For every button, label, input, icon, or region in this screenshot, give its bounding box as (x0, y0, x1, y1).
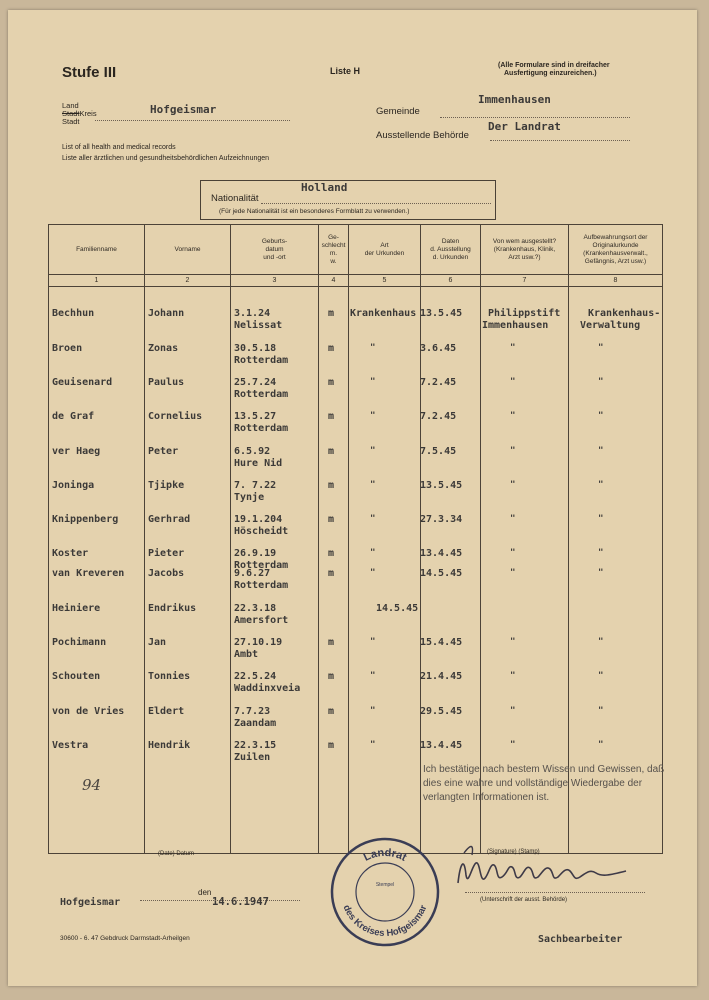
signature-label: (Signature) (Stamp) (487, 849, 540, 855)
cell-date: 13.4.45 (420, 740, 463, 751)
header-daten (421, 225, 481, 275)
cell-given: Tonnies (148, 671, 191, 682)
cell-place: Höscheidt (234, 526, 289, 537)
cell-given: Cornelius (148, 411, 203, 422)
cell-family: Bechhun (52, 308, 95, 319)
header-text: Aufbewahrungsort der Originalurkunde (Krankenhausverwalt., Gefängnis, Arzt usw.) (583, 233, 648, 265)
copies-note (498, 62, 610, 78)
cell-art: " (370, 480, 376, 490)
cell-by: " (510, 446, 516, 456)
english-title: List of all health and medical records (62, 144, 176, 151)
cell-kept: " (598, 343, 604, 353)
cell-kept: " (598, 411, 604, 421)
handwritten-signature (450, 835, 640, 895)
col-number: 2 (145, 275, 231, 287)
copies-note-line1: (Alle Formulare sind in dreifacher (498, 62, 610, 69)
cell-kept: " (598, 568, 604, 578)
cell-birth: 27.10.19 (234, 637, 283, 648)
header-text: Daten d. Ausstellung d. Urkunden (430, 237, 471, 261)
cell-by: " (510, 343, 516, 353)
stamp-top-text (362, 847, 409, 864)
cell-art: " (370, 671, 376, 681)
sachbearbeiter-label: Sachbearbeiter (538, 934, 623, 945)
cell-art: " (370, 568, 376, 578)
cell-birth: 22.3.15 (234, 740, 277, 751)
cell-art: " (370, 740, 376, 750)
cell-by: " (510, 548, 516, 558)
cell-kept: " (598, 377, 604, 387)
cell-birth: 3.1.24 (234, 308, 271, 319)
stamp-top-path: Landrat (361, 846, 409, 864)
cell-given: Gerhrad (148, 514, 191, 525)
cell-art: " (370, 637, 376, 647)
cell-date: 15.4.45 (420, 637, 463, 648)
cell-date: 13.5.45 (420, 308, 463, 319)
cell-art: " (370, 706, 376, 716)
table-number-row (49, 275, 663, 287)
cell-date: 21.4.45 (420, 671, 463, 682)
date-value: 14.6.1947 (212, 896, 269, 908)
cell-place: Rotterdam (234, 423, 289, 434)
cell-place: Ambt (234, 649, 259, 660)
cell-kept: " (598, 671, 604, 681)
col-number: 1 (49, 275, 145, 287)
header-ausgestellt (481, 225, 569, 275)
gemeinde-label: Gemeinde (376, 106, 420, 117)
header-geburtsdatum (231, 225, 319, 275)
cell-place: Tynje (234, 492, 265, 503)
behoerde-label: Ausstellende Behörde (376, 130, 469, 141)
cell-family: Schouten (52, 671, 101, 682)
cell-date: 7.2.45 (420, 377, 457, 388)
cell-kept: " (598, 637, 604, 647)
cell-given: Jacobs (148, 568, 185, 579)
body-col (349, 287, 421, 854)
header-text: Vorname (174, 245, 201, 253)
cell-art: " (370, 377, 376, 387)
handwritten-note: 94 (82, 776, 102, 794)
cell-place: Rotterdam (234, 355, 289, 366)
cell-sex: m (328, 740, 335, 751)
behoerde-dotted-line (490, 140, 630, 141)
col-number: 3 (231, 275, 319, 287)
cell-birth: 13.5.27 (234, 411, 277, 422)
cell-art: Krankenhaus (350, 308, 417, 319)
cell-place: Rotterdam (234, 389, 289, 400)
cell-by: " (510, 411, 516, 421)
cell-given: Paulus (148, 377, 185, 388)
cell-by: " (510, 514, 516, 524)
cell-given: Zonas (148, 343, 179, 354)
cell-sex: m (328, 377, 335, 388)
cell-sex: m (328, 480, 335, 491)
header-text: Familienname (76, 245, 117, 253)
cell-art: " (370, 514, 376, 524)
nationality-note: (Für jede Nationalität ist ein besonderes Formblatt zu verwenden.) (219, 208, 410, 215)
cell-birth: 25.7.24 (234, 377, 277, 388)
cell-sex: m (328, 411, 335, 422)
cell-date: 3.6.45 (420, 343, 457, 354)
cell-birth: 7.7.23 (234, 706, 271, 717)
nationality-box (200, 180, 496, 220)
cell-sex: m (328, 343, 335, 354)
den-label: den (198, 888, 212, 897)
cell-art: " (370, 343, 376, 353)
cell-by: " (510, 740, 516, 750)
german-title: Liste aller ärztlichen und gesundheitsbehördlichen Aufzeichnungen (62, 155, 270, 162)
cell-family: Broen (52, 343, 83, 354)
cell-birth: 9.6.27 (234, 568, 271, 579)
cell-family: von de Vries (52, 706, 125, 717)
cell-family: Geuisenard (52, 377, 113, 388)
cell-by: " (510, 706, 516, 716)
header-art (349, 225, 421, 275)
cell-date: 13.4.45 (420, 548, 463, 559)
cell-family: Knippenberg (52, 514, 119, 525)
nationality-dotted-line (261, 203, 491, 204)
cell-kept: " (598, 480, 604, 490)
cell-sex: m (328, 568, 335, 579)
cell-place: Waddinxveia (234, 683, 301, 694)
col-number: 6 (421, 275, 481, 287)
cell-birth: 26.9.19 (234, 548, 277, 559)
cell-date: 7.2.45 (420, 411, 457, 422)
cell-given: Eldert (148, 706, 185, 717)
cell-by: " (510, 637, 516, 647)
liste-title: Liste H (330, 66, 361, 76)
cell-birth: 7. 7.22 (234, 480, 277, 491)
kreis-value: Hofgeismar (150, 103, 217, 116)
cell-date: 27.3.34 (420, 514, 463, 525)
copies-note-line2: Ausfertigung einzureichen.) (504, 70, 597, 77)
cell-by: " (510, 480, 516, 490)
cell-given: Johann (148, 308, 185, 319)
cell-date: 29.5.45 (420, 706, 463, 717)
cell-family: Joninga (52, 480, 95, 491)
cell-kept: " (598, 514, 604, 524)
gemeinde-dotted-line (440, 117, 630, 118)
header-text: Art der Urkunden (364, 241, 405, 257)
datum-label: (Date) Datum (158, 851, 195, 857)
unterschrift-label: (Unterschrift der ausst. Behörde) (480, 897, 568, 903)
stamp-small-text: Stempel (375, 882, 395, 888)
cell-sex: m (328, 706, 335, 717)
behoerde-value: Der Landrat (488, 120, 561, 133)
cell-given: Hendrik (148, 740, 191, 751)
header-geschlecht (319, 225, 349, 275)
header-text: Geburts- datum und -ort (261, 237, 288, 261)
cell-birth: 30.5.18 (234, 343, 277, 354)
cell-place: Rotterdam (234, 560, 289, 571)
cell-family: de Graf (52, 411, 95, 422)
cell-family: Vestra (52, 740, 89, 751)
stufe-title: Stufe III (62, 64, 117, 81)
cell-family: Koster (52, 548, 89, 559)
header-familienname (49, 225, 145, 275)
cell-sex: m (328, 514, 335, 525)
official-stamp (329, 836, 441, 948)
cell-place: Amersfort (234, 615, 289, 626)
kreis-dotted-line (95, 120, 290, 121)
col-number: 7 (481, 275, 569, 287)
cell-kept: Krankenhaus- (588, 308, 661, 319)
ort-value: Hofgeismar (60, 897, 121, 908)
cell-by: " (510, 671, 516, 681)
cell-birth: 6.5.92 (234, 446, 271, 457)
land-label: Land (62, 101, 79, 110)
cell-art: " (370, 548, 376, 558)
cell-sex: m (328, 308, 335, 319)
cell-given: Endrikus (148, 603, 197, 614)
cell-family: van Kreveren (52, 568, 125, 579)
cell-by2: Immenhausen (482, 320, 549, 331)
cell-place: Nelissat (234, 320, 283, 331)
cell-place: Rotterdam (234, 580, 289, 591)
cell-family: Pochimann (52, 637, 107, 648)
cell-date: 13.5.45 (420, 480, 463, 491)
cell-date: 14.5.45 (420, 568, 463, 579)
kreis-label-text: Kreis (79, 109, 97, 118)
cell-given: Jan (148, 637, 167, 648)
table-header-row (49, 225, 663, 275)
cell-sex: m (328, 671, 335, 682)
cell-by: Philippstift (488, 308, 561, 319)
cell-sex: m (328, 446, 335, 457)
cell-art: " (370, 411, 376, 421)
col-number: 5 (349, 275, 421, 287)
kreis-struck-text: Stadt (62, 109, 80, 118)
cell-sex: m (328, 548, 335, 559)
cell-by: " (510, 568, 516, 578)
cell-date: 7.5.45 (420, 446, 457, 457)
header-aufbewahrung (569, 225, 663, 275)
header-text: Von wem ausgestellt? (Krankenhaus, Klinik, Arzt usw.?) (492, 237, 557, 261)
header-text: Ge- schlecht m. w. (321, 233, 346, 265)
cell-sex: m (328, 637, 335, 648)
printer-imprint: 30600 - 6. 47 Gebdruck Darmstadt-Arheilgen (60, 935, 190, 942)
cell-given: Pieter (148, 548, 185, 559)
cell-by: " (510, 377, 516, 387)
cell-birth: 19.1.204 (234, 514, 283, 525)
gemeinde-value: Immenhausen (478, 93, 551, 106)
col-number: 8 (569, 275, 663, 287)
nationality-label: Nationalität (211, 193, 259, 204)
cell-given: Tjipke (148, 480, 185, 491)
nationality-value: Holland (301, 181, 348, 194)
cell-kept: " (598, 740, 604, 750)
cell-art: " (370, 446, 376, 456)
cell-place: Hure Nid (234, 458, 283, 469)
cell-place: Zuilen (234, 752, 271, 763)
stamp-inner-ring (356, 863, 414, 921)
cell-kept: " (598, 548, 604, 558)
cell-given: Peter (148, 446, 179, 457)
stamp-bottom-path: des Kreises Hofgeismar (340, 903, 430, 940)
cell-kept: " (598, 706, 604, 716)
col-number: 4 (319, 275, 349, 287)
header-vorname (145, 225, 231, 275)
cell-kept: " (598, 446, 604, 456)
attestation-text: Ich bestätige nach bestem Wissen und Gewissen, daß dies eine wahre und vollständige Wiedergabe der verlangten Informationen ist. (423, 764, 665, 803)
cell-birth: 22.3.18 (234, 603, 277, 614)
cell-family: Heiniere (52, 603, 101, 614)
stadt-label: Stadt (62, 117, 80, 126)
cell-family: ver Haeg (52, 446, 101, 457)
signature-dotted-line (465, 892, 645, 893)
cell-birth: 22.5.24 (234, 671, 277, 682)
date-dotted-line (140, 900, 300, 901)
cell-kept2: Verwaltung (580, 320, 641, 331)
cell-art: 14.5.45 (376, 603, 419, 614)
cell-place: Zaandam (234, 718, 277, 729)
